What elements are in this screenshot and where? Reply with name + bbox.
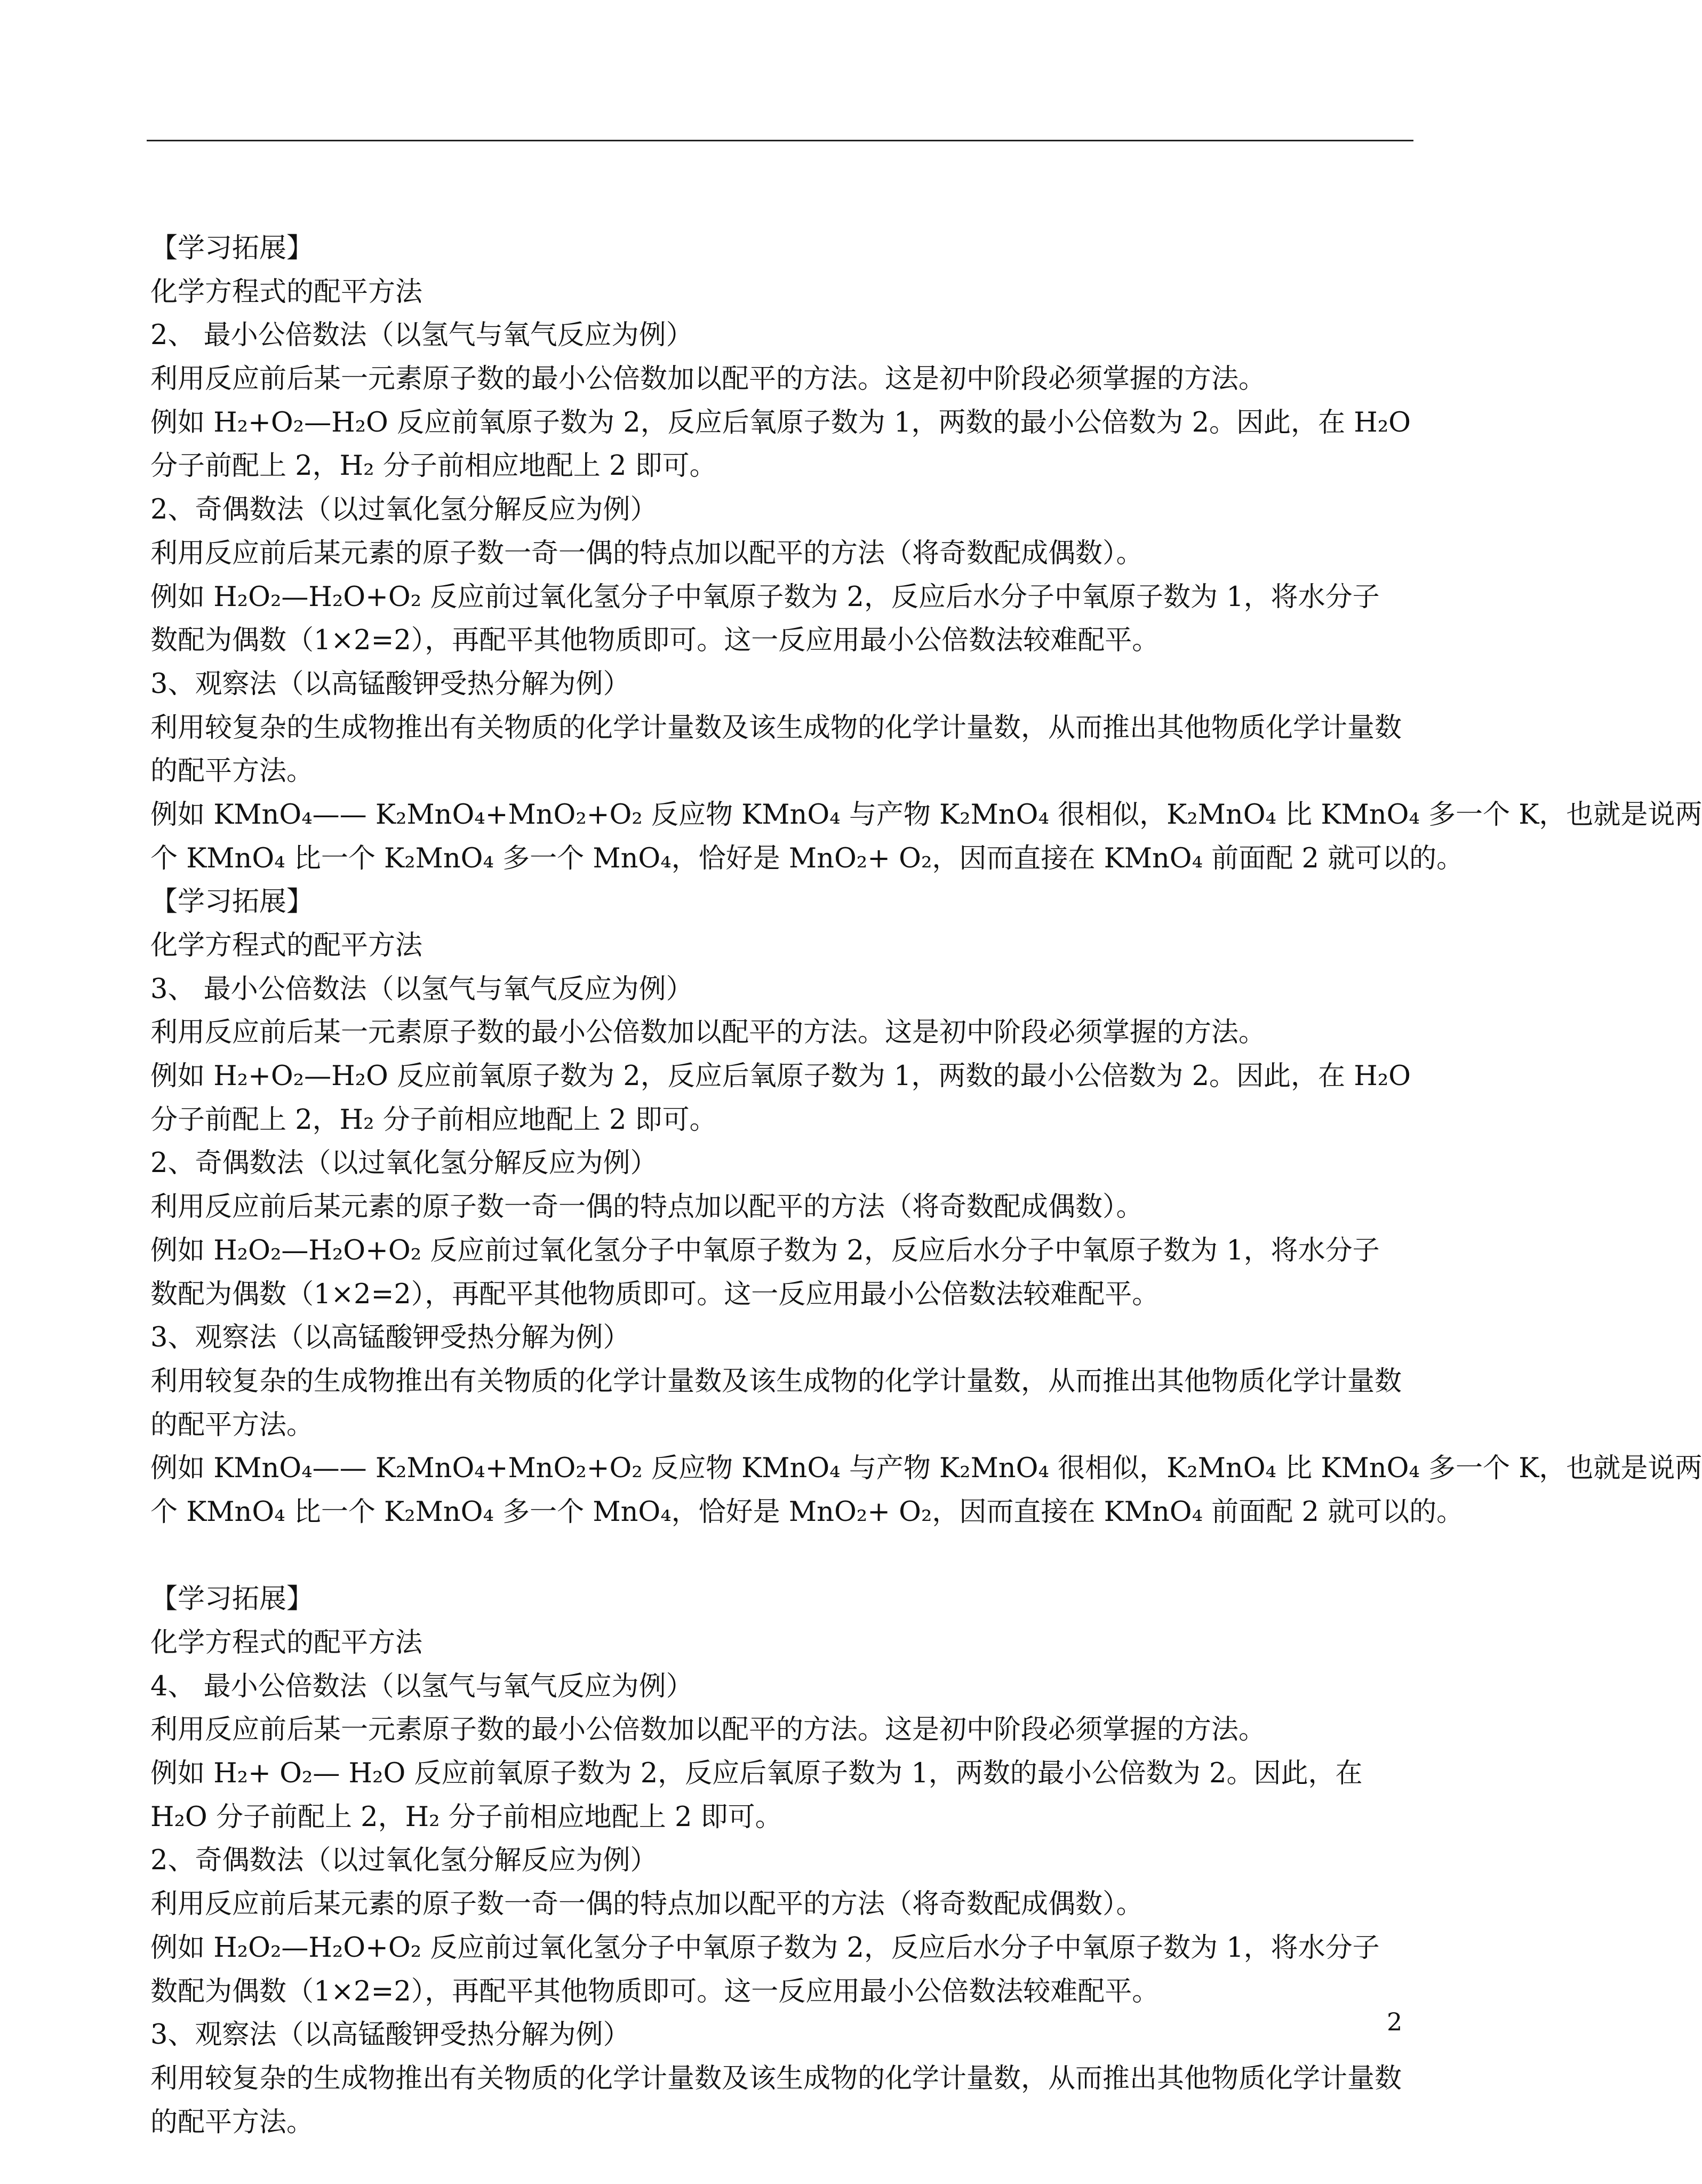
text-line: 的配平方法。	[150, 1409, 314, 1441]
text-line: 的配平方法。	[150, 755, 314, 787]
text-line: 数配为偶数（1×2=2），再配平其他物质即可。这一反应用最小公倍数法较难配平。	[150, 625, 1160, 657]
text-line: 例如 H₂O₂—H₂O+O₂ 反应前过氧化氢分子中氧原子数为 2，反应后水分子中氧原子数为 1，将水分子	[150, 1234, 1380, 1266]
text-line: 【学习拓展】	[150, 233, 314, 264]
text-line: 利用反应前后某元素的原子数一奇一偶的特点加以配平的方法（将奇数配成偶数）。	[150, 537, 1144, 569]
text-line: 2、奇偶数法（以过氧化氢分解反应为例）	[150, 1845, 658, 1877]
text-line: 3、观察法（以高锰酸钾受热分解为例）	[150, 668, 630, 700]
text-line: 例如 H₂O₂—H₂O+O₂ 反应前过氧化氢分子中氧原子数为 2，反应后水分子中氧原子数为 1，将水分子	[150, 1932, 1380, 1964]
text-line: 4、 最小公倍数法（以氢气与氧气反应为例）	[150, 1670, 693, 1702]
text-line: 化学方程式的配平方法	[150, 930, 423, 961]
text-line: 例如 H₂+O₂—H₂O 反应前氧原子数为 2，反应后氧原子数为 1，两数的最小公倍数为 2。因此，在 H₂O	[150, 406, 1411, 439]
text-line: 2、奇偶数法（以过氧化氢分解反应为例）	[150, 494, 658, 526]
text-line: 利用较复杂的生成物推出有关物质的化学计量数及该生成物的化学计量数，从而推出其他物质化学计量数	[150, 712, 1402, 744]
text-line: 【学习拓展】	[150, 886, 314, 918]
text-line: 利用较复杂的生成物推出有关物质的化学计量数及该生成物的化学计量数，从而推出其他物质化学计量数	[150, 1365, 1402, 1397]
text-line: 利用反应前后某一元素原子数的最小公倍数加以配平的方法。这是初中阶段必须掌握的方法。	[150, 1017, 1266, 1049]
text-line: 例如 KMnO₄—— K₂MnO₄+MnO₂+O₂ 反应物 KMnO₄ 与产物 K₂MnO₄ 很相似，K₂MnO₄ 比 KMnO₄ 多一个 K，也就是说两	[150, 1453, 1702, 1485]
text-line: 3、观察法（以高锰酸钾受热分解为例）	[150, 1322, 630, 1354]
text-line: 2、奇偶数法（以过氧化氢分解反应为例）	[150, 1147, 658, 1179]
text-line: 化学方程式的配平方法	[150, 1627, 423, 1659]
text-line: H₂O 分子前配上 2，H₂ 分子前相应地配上 2 即可。	[150, 1801, 782, 1833]
text-line: 例如 H₂+O₂—H₂O 反应前氧原子数为 2，反应后氧原子数为 1，两数的最小公倍数为 2。因此，在 H₂O	[150, 1061, 1411, 1093]
text-line: 分子前配上 2，H₂ 分子前相应地配上 2 即可。	[150, 450, 717, 482]
text-line: 利用较复杂的生成物推出有关物质的化学计量数及该生成物的化学计量数，从而推出其他物质化学计量数	[150, 2062, 1402, 2094]
document-body	[150, 227, 1702, 2144]
text-line: 个 KMnO₄ 比一个 K₂MnO₄ 多一个 MnO₄，恰好是 MnO₂+ O₂，因而直接在 KMnO₄ 前面配 2 就可以的。	[150, 842, 1464, 874]
blank-line	[150, 1534, 1425, 1578]
text-line: 2、 最小公倍数法（以氢气与氧气反应为例）	[150, 320, 693, 352]
text-line: 利用反应前后某元素的原子数一奇一偶的特点加以配平的方法（将奇数配成偶数）。	[150, 1191, 1144, 1223]
text-line: 利用反应前后某元素的原子数一奇一偶的特点加以配平的方法（将奇数配成偶数）。	[150, 1888, 1144, 1920]
header-rule	[147, 140, 1413, 141]
text-line: 化学方程式的配平方法	[150, 276, 423, 308]
text-line: 利用反应前后某一元素原子数的最小公倍数加以配平的方法。这是初中阶段必须掌握的方法。	[150, 1714, 1266, 1746]
text-line: 分子前配上 2，H₂ 分子前相应地配上 2 即可。	[150, 1104, 717, 1136]
text-line: 数配为偶数（1×2=2），再配平其他物质即可。这一反应用最小公倍数法较难配平。	[150, 1278, 1160, 1310]
text-line: 利用反应前后某一元素原子数的最小公倍数加以配平的方法。这是初中阶段必须掌握的方法。	[150, 363, 1266, 395]
text-line: 【学习拓展】	[150, 1583, 314, 1615]
text-line: 的配平方法。	[150, 2106, 314, 2138]
text-line: 例如 H₂O₂—H₂O+O₂ 反应前过氧化氢分子中氧原子数为 2，反应后水分子中氧原子数为 1，将水分子	[150, 581, 1380, 613]
text-line: 3、 最小公倍数法（以氢气与氧气反应为例）	[150, 973, 693, 1005]
text-line: 个 KMnO₄ 比一个 K₂MnO₄ 多一个 MnO₄，恰好是 MnO₂+ O₂，因而直接在 KMnO₄ 前面配 2 就可以的。	[150, 1496, 1464, 1528]
text-line: 例如 H₂+ O₂— H₂O 反应前氧原子数为 2，反应后氧原子数为 1，两数的最小公倍数为 2。因此，在	[150, 1758, 1363, 1790]
text-line: 3、观察法（以高锰酸钾受热分解为例）	[150, 2019, 630, 2051]
text-line: 例如 KMnO₄—— K₂MnO₄+MnO₂+O₂ 反应物 KMnO₄ 与产物 K₂MnO₄ 很相似，K₂MnO₄ 比 KMnO₄ 多一个 K，也就是说两	[150, 799, 1702, 831]
text-line: 数配为偶数（1×2=2），再配平其他物质即可。这一反应用最小公倍数法较难配平。	[150, 1975, 1160, 2007]
page-number: 2	[1387, 2007, 1403, 2036]
